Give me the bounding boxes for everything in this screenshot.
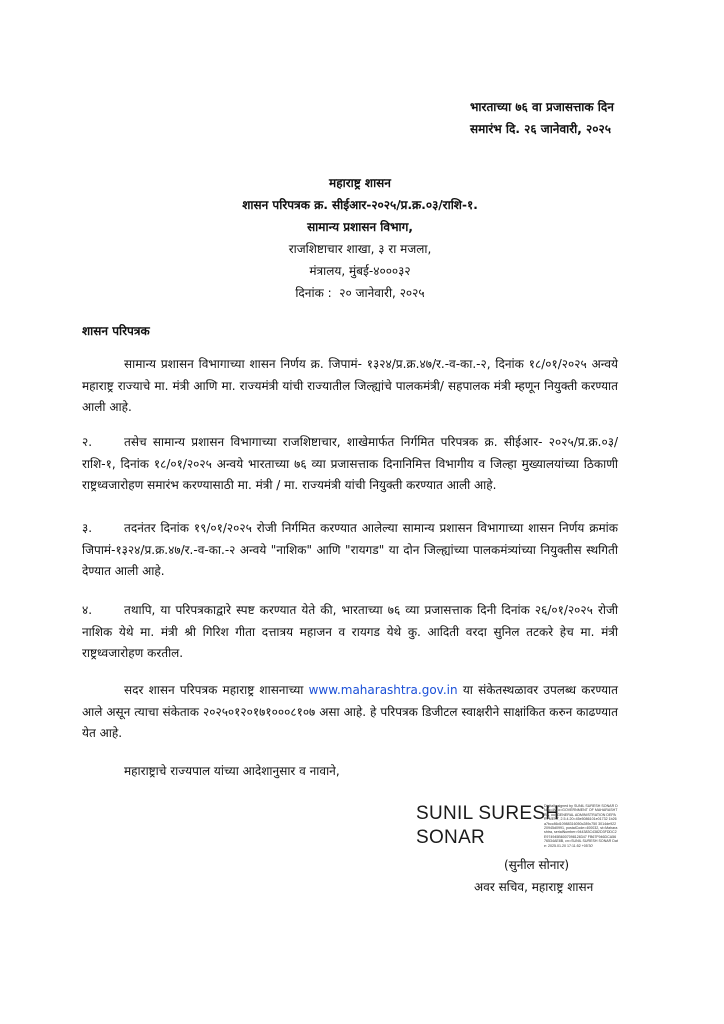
header-note (470, 96, 700, 140)
department-name: सामान्य प्रशासन विभाग, (307, 220, 413, 234)
signer-designation: अवर सचिव, महाराष्ट्र शासन (474, 880, 594, 894)
date-label: दिनांक : (295, 286, 332, 300)
paragraph-3 (82, 518, 618, 583)
paragraph-1 (82, 354, 618, 419)
signer-name: (सुनील सोनार) (504, 858, 570, 872)
website-paragraph (82, 680, 618, 745)
paragraph-2-text: तसेच सामान्य प्रशासन विभागाच्या राजशिष्टाचार, शाखेमार्फत निर्गमित परिपत्रक क्र. सीईआर- २०२५/प्र.क्र.०३/ राशि-१, दिनांक १८/०१/२०२५ अन्वये भारताच्या ७६ व्या प्रजासत्ताक दिनानिमित्त विभागीय व जिल्हा मुख्यालयांच्या ठिकाणी राष्ट्रध्वजारोहण समारंभ करण्यासाठी मा. मंत्री / मा. राज्यमंत्री यांची नियुक्ती करण्यात आली आहे. (82, 435, 618, 492)
header-note-line2: समारंभ दि. २६ जानेवारी, २०२५ (470, 122, 611, 136)
signature-details: Digitally signed by SUNIL SURESH SONAR DN: c=IN, o=GOVERNMENT OF MAHARASHTRA, ou=GENERAL ADMINISTRATION DEPARTMENT, 2.5.4.20=45e5086101e01732 1b26a7bcc86d10988316050c289c750 3014de92220945d0991, postalCode=400032, st=Maharashtra, serialNumber=944383C4382D3FDDC2E974945B6007098128347 FB67F946DCA5676534AE8B, cn=SUNIL SURESH SONAR Date: 2025.01.20 17:11:52 +05'30' (544, 804, 618, 848)
signer-block (416, 854, 636, 898)
paragraph-3-number: ३. (82, 521, 93, 535)
signature-name (416, 802, 560, 850)
signoff-line: महाराष्ट्राचे राज्यपाल यांच्या आदेशानुसार व नावाने, (124, 764, 340, 778)
paragraph-2-number: २. (82, 435, 93, 449)
header-note-line1: भारताच्या ७६ वा प्रजासत्ताक दिन (470, 100, 614, 114)
signature-name-line1: SUNIL SURESH (416, 803, 560, 824)
paragraph-3-text: तदनंतर दिनांक १९/०१/२०२५ रोजी निर्गमित करण्यात आलेल्या सामान्य प्रशासन विभागाच्या शासन निर्णय क्रमांक जिपामं-१३२४/प्र.क्र.४७/र.-व-का.-२ अन्वये "नाशिक" आणि "रायगड" या दोन जिल्ह्यांच्या पालकमंत्र्यांच्या नियुक्तीस स्थगिती देण्यात आली आहे. (82, 521, 618, 578)
paragraph-4 (82, 600, 618, 665)
document-type-heading: शासन परिपत्रक (82, 324, 150, 338)
office-address: मंत्रालय, मुंबई-४०००३२ (309, 264, 411, 278)
website-text-after: या संकेतस्थळावर उपलब्ध करण्यात आले असून त्याचा संकेताक २०२५०१२०१७१०००८१०७ असा आहे. हे परिपत्रक डिजीटल स्वाक्षरीने साक्षांकित करुन काढण्यात येत आहे. (82, 683, 618, 740)
issue-date (200, 282, 520, 304)
government-name: महाराष्ट्र शासन (329, 176, 391, 190)
paragraph-4-number: ४. (82, 603, 93, 617)
circular-number: शासन परिपत्रक क्र. सीईआर-२०२५/प्र.क्र.०३/राशि-१. (242, 198, 478, 212)
issuer-block (200, 172, 520, 304)
website-link[interactable]: www.maharashtra.gov.in (308, 683, 458, 697)
paragraph-1-text: सामान्य प्रशासन विभागाच्या शासन निर्णय क्र. जिपामं- १३२४/प्र.क्र.४७/र.-व-का.-२, दिनांक १८/०१/२०२५ अन्वये महाराष्ट्र राज्याचे मा. मंत्री आणि मा. राज्यमंत्री यांची राज्यातील जिल्ह्यांचे पालकमंत्री/ सहपालक मंत्री म्हणून नियुक्ती करण्यात आली आहे. (82, 357, 618, 414)
branch-name: राजशिष्टाचार शाखा, ३ रा मजला, (288, 242, 432, 256)
signature-name-line2: SONAR (416, 827, 486, 848)
paragraph-4-text: तथापि, या परिपत्रकाद्वारे स्पष्ट करण्यात येते की, भारताच्या ७६ व्या प्रजासत्ताक दिनी दिनांक २६/०१/२०२५ रोजी नाशिक येथे मा. मंत्री श्री गिरिश गीता दत्तात्रय महाजन व रायगड येथे कु. आदिती वरदा सुनिल तटकरे हेच मा. मंत्री राष्ट्रध्वजारोहण करतील. (82, 603, 618, 660)
website-text-before: सदर शासन परिपत्रक महाराष्ट्र शासनाच्या (124, 683, 309, 697)
digital-signature (416, 802, 616, 854)
date-value: २० जानेवारी, २०२५ (339, 286, 425, 300)
paragraph-2 (82, 432, 618, 497)
